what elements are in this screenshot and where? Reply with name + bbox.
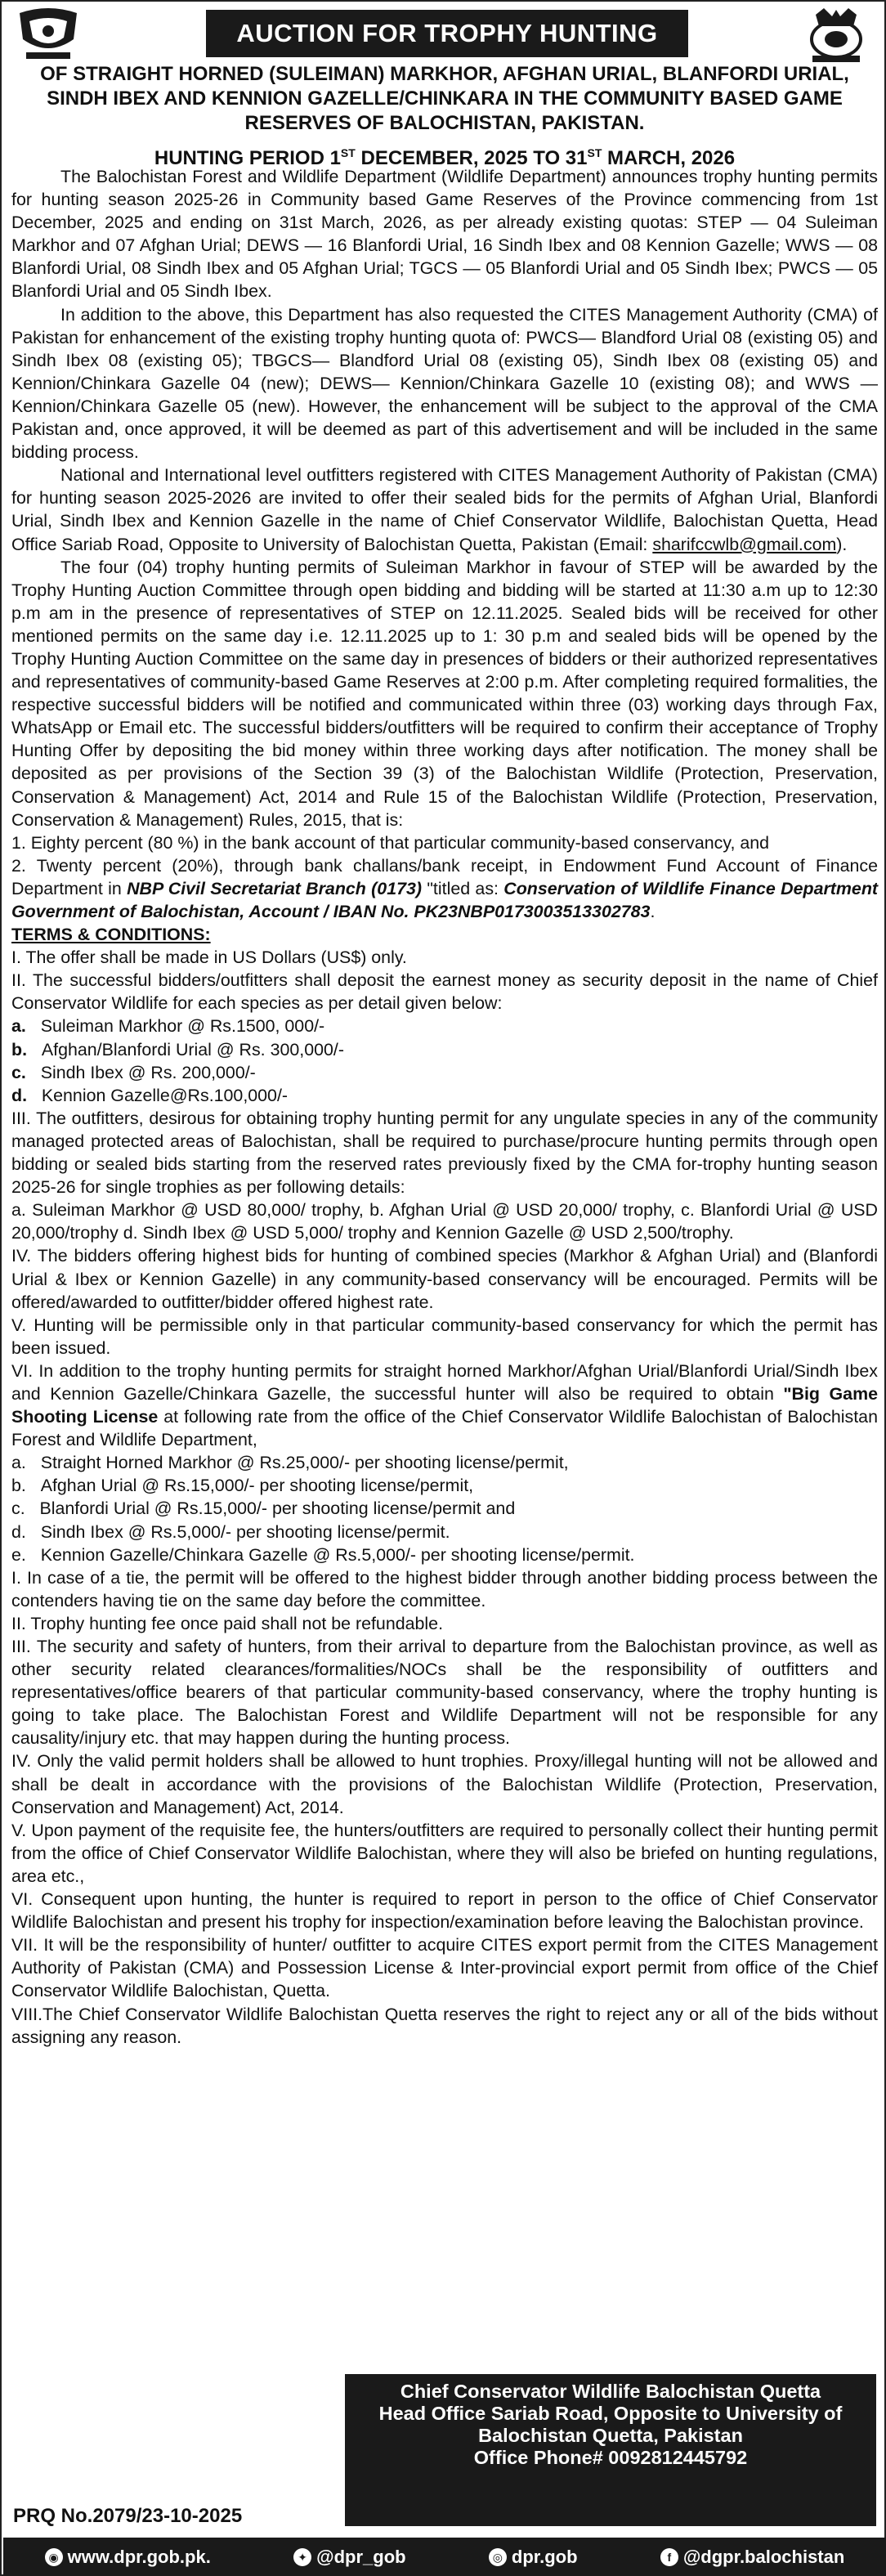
instagram-link[interactable]: ◎ dpr.gob: [489, 2547, 578, 2568]
term-4: IV. The bidders offering highest bids for hunting of combined species (Markhor & Afghan Urial) and (Blanfordi Urial & Ibex or Kennion Gazelle) in any community-based conservancy will be encouraged. Permits will be offered/awarded to outfitter/bidder offered highest rate.: [11, 1246, 878, 1312]
deposit-rule-2: 2. Twenty percent (20%), through bank challans/bank receipt, in Endowment Fund Account of Finance Department in NBP Civil Secretariat Branch (0173) "titled as: Conservation of Wildlife Finance Department Government of Balochistan, Account / IBAN No. PK23NBP0173003513302783.: [11, 855, 879, 921]
deposit-rule-1: 1. Eighty percent (80 %) in the bank account of that particular community-based conservancy, and: [11, 832, 770, 853]
general-term-6: VI. Consequent upon hunting, the hunter is required to report in person to the office of Chief Conservator Wildlife Balochistan and present his trophy for inspection/examination before leaving the Balochistan province.: [11, 1889, 878, 1933]
subtitle: OF STRAIGHT HORNED (SULEIMAN) MARKHOR, AFGHAN URIAL, BLANFORDI URIAL, SINDH IBEX AND KENNION GAZELLE/CHINKARA IN THE COMMUNITY BASED GAME RESERVES OF BALOCHISTAN, PAKISTAN.: [40, 63, 849, 134]
license-item: d. Sindh Ibex @ Rs.5,000/- per shooting license/permit.: [11, 1521, 450, 1542]
deposit-item: a. Suleiman Markhor @ Rs.1500, 000/-: [11, 1016, 325, 1037]
term-2: II. The successful bidders/outfitters shall deposit the earnest money as security deposit in the name of Chief Conservator Wildlife for each species as per detail given below:: [11, 970, 878, 1014]
paragraph-enhancement: In addition to the above, this Department has also requested the CITES Management Authority (CMA) of Pakistan for enhancement of the existing trophy hunting quota of: PWCS— Blandford Urial 08 (existing 05) and Sindh Ibex 08 (existing 05); TBGCS— Blandford Urial 08 (existing 05), Sindh Ibex 08 (existing 05) and Kennion/Chinkara Gazelle 04 (new); DEWS— Kennion/Chinkara Gazelle 10 (existing 08); and WWS — Kennion/Chinkara Gazelle 05 (new). However, the enhancement will be subject to the approval of the CMA Pakistan and, once approved, it will be deemed as part of this advertisement and will be included in the same bidding process.: [11, 304, 878, 463]
general-term-7: VII. It will be the responsibility of hunter/ outfitter to acquire CITES export permit from the CITES Management Authority of Pakistan (CMA) and Possession License & Inter-provincial export permit from office of the Chief Conservator Wildlife Balochistan, Quetta.: [11, 1935, 878, 2001]
paragraph-bidding: The four (04) trophy hunting permits of Suleiman Markhor in favour of STEP will be awarded by the Trophy Hunting Auction Committee through open bidding and bidding will be started at 11:30 a.m up to 12:30 p.m am in the presence of representatives of STEP on 12.11.2025. Sealed bids will be received for other mentioned permits on the same day i.e. 12.11.2025 up to 1: 30 p.m and sealed bids will be opened by the Trophy Hunting Auction Committee on the same day in presences of bidders or their authorized representatives and representatives of community-based Game Reserves at 2:00 p.m. After completing required formalities, the respective successful bidders will be notified and communicated within three (03) working days through Fax, WhatsApp or Email etc. The successful bidders/outfitters will be required to confirm their acceptance of Trophy Hunting Offer by depositing the bid money within three working days after notification. The money shall be deposited as per provisions of the Section 39 (3) of the Balochistan Wildlife (Protection, Preservation, Conservation & Management) Act, 2014 and Rule 15 of the Balochistan Wildlife (Protection, Preservation, Conservation & Management) Rules, 2015, that is:: [11, 557, 878, 830]
globe-icon: ◉: [45, 2548, 63, 2566]
email-link[interactable]: sharifccwlb@gmail.com: [652, 534, 837, 554]
prq-number: PRQ No.2079/23-10-2025: [13, 2505, 243, 2527]
facebook-icon: f: [660, 2548, 678, 2566]
general-term-5: V. Upon payment of the requisite fee, the hunters/outfitters are required to personally collect their hunting permit from the office of Chief Conservator Wildlife Balochistan, where they will also be briefed on hunting regulations, area etc.,: [11, 1820, 878, 1886]
website-link[interactable]: ◉ www.dpr.gob.pk.: [45, 2547, 211, 2568]
twitter-link[interactable]: ✦ @dpr_gob: [293, 2547, 405, 2568]
license-item: e. Kennion Gazelle/Chinkara Gazelle @ Rs.5,000/- per shooting license/permit.: [11, 1544, 635, 1565]
page-title: AUCTION FOR TROPHY HUNTING: [206, 10, 688, 57]
contact-office: Chief Conservator Wildlife Balochistan Quetta: [400, 2381, 821, 2402]
general-term-4: IV. Only the valid permit holders shall be allowed to hunt trophies. Proxy/illegal hunting will not be allowed and shall be dealt in accordance with the provisions of the Balochistan Wildlife (Protection, Preservation, Conservation and Management) Act, 2014.: [11, 1751, 878, 1817]
contact-box: [345, 2374, 876, 2526]
license-item: c. Blanfordi Urial @ Rs.15,000/- per shooting license/permit and: [11, 1499, 516, 1519]
term-5: V. Hunting will be permissible only in that particular community-based conservancy for which the permit has been issued.: [11, 1315, 878, 1358]
paragraph-quotas: The Balochistan Forest and Wildlife Department (Wildlife Department) announces trophy hunting permits for hunting season 2025-26 in Community based Game Reserves of the Province commencing from 1st December, 2025 and ending on 31st March, 2026, as per already existing quotas: STEP — 04 Suleiman Markhor and 07 Afghan Urial; DEWS — 16 Blanfordi Urial, 16 Sindh Ibex and 08 Kennion Gazelle; WWS — 08 Blanfordi Urial, 08 Sindh Ibex and 05 Afghan Urial; TGCS — 05 Blanfordi Urial and 05 Sindh Ibex; PWCS — 05 Blanfordi Urial and 05 Sindh Ibex.: [11, 167, 878, 302]
twitter-icon: ✦: [293, 2548, 311, 2566]
social-bar: [3, 2538, 886, 2576]
balochistan-emblem-icon: [11, 7, 85, 64]
general-term-8: VIII.The Chief Conservator Wildlife Balochistan Quetta reserves the right to reject any or all of the bids without assigning any reason.: [11, 2004, 878, 2047]
deposit-item: b. Afghan/Blanfordi Urial @ Rs. 300,000/-: [11, 1039, 344, 1060]
term-3: III. The outfitters, desirous for obtaining trophy hunting permit for any ungulate species in any of the community managed protected areas of Balochistan, shall be required to purchase/procure hunting permits through open bidding or sealed bids starting from the reserved rates previously fixed by the CMA for-trophy hunting season 2025-26 for single trophies as per following details:: [11, 1108, 878, 1198]
contact-phone: Office Phone# 0092812445792: [473, 2447, 748, 2468]
deposit-item: c. Sindh Ibex @ Rs. 200,000/-: [11, 1062, 256, 1082]
term-3-rates: a. Suleiman Markhor @ USD 80,000/ trophy, b. Afghan Urial @ USD 20,000/ trophy, c. Blanfordi Urial @ USD 20,000/trophy d. Sindh Ibex @ USD 5,000/ trophy and Kennion Gazelle @ USD 2,500/trophy.: [11, 1200, 878, 1243]
deposit-item: d. Kennion Gazelle@Rs.100,000/-: [11, 1085, 289, 1105]
paragraph-invitation: National and International level outfitters registered with CITES Management Authority of Pakistan (CMA) for hunting season 2025-2026 are invited to offer their sealed bids for the permits of Afghan Urial, Blanfordi Urial, Sindh Ibex and Kennion Gazelle in the name of Chief Conservator Wildlife, Balochistan Quetta, Head Office Sariab Road, Opposite to University of Balochistan Quetta, Pakistan (Email: sharifccwlb@gmail.com).: [11, 465, 878, 554]
terms-heading: TERMS & CONDITIONS:: [11, 925, 211, 945]
wildlife-department-emblem-icon: [799, 7, 873, 64]
license-item: a. Straight Horned Markhor @ Rs.25,000/- per shooting license/permit,: [11, 1453, 569, 1473]
general-term-3: III. The security and safety of hunters, from their arrival to departure from the Balochistan province, as well as other security related clearances/formalities/NOCs shall be the responsibility of outfitters and representatives/office bearers of that particular community-based conservancy, where the trophy hunting is going to take place. The Balochistan Forest and Wildlife Department will not be responsible for any causality/injury etc. that may happen during the hunting process.: [11, 1637, 878, 1749]
advertisement-body: [11, 165, 878, 2049]
contact-address-1: Head Office Sariab Road, Opposite to University of: [378, 2403, 843, 2424]
term-1: I. The offer shall be made in US Dollars (US$) only.: [11, 948, 407, 968]
instagram-icon: ◎: [489, 2548, 507, 2566]
contact-address-2: Balochistan Quetta, Pakistan: [478, 2425, 743, 2446]
general-term-1: I. In case of a tie, the permit will be offered to the highest bidder through another bidding process between the contenders having tie on the same day before the committee.: [11, 1567, 878, 1611]
term-6: VI. In addition to the trophy hunting permits for straight horned Markhor/Afghan Urial/Blanfordi Urial/Sindh Ibex and Kennion Gazelle/Chinkara Gazelle, the successful hunter will also be required to obtain "Big Game Shooting License at following rate from the office of the Chief Conservator Wildlife Balochistan of Balochistan Forest and Wildlife Department,: [11, 1360, 878, 1450]
license-item: b. Afghan Urial @ Rs.15,000/- per shooting license/permit,: [11, 1476, 474, 1496]
facebook-link[interactable]: f @dgpr.balochistan: [660, 2547, 844, 2568]
hunting-period: HUNTING PERIOD 1ST DECEMBER, 2025 TO 31ST MARCH, 2026: [154, 146, 736, 169]
general-term-2: II. Trophy hunting fee once paid shall not be refundable.: [11, 1613, 444, 1633]
